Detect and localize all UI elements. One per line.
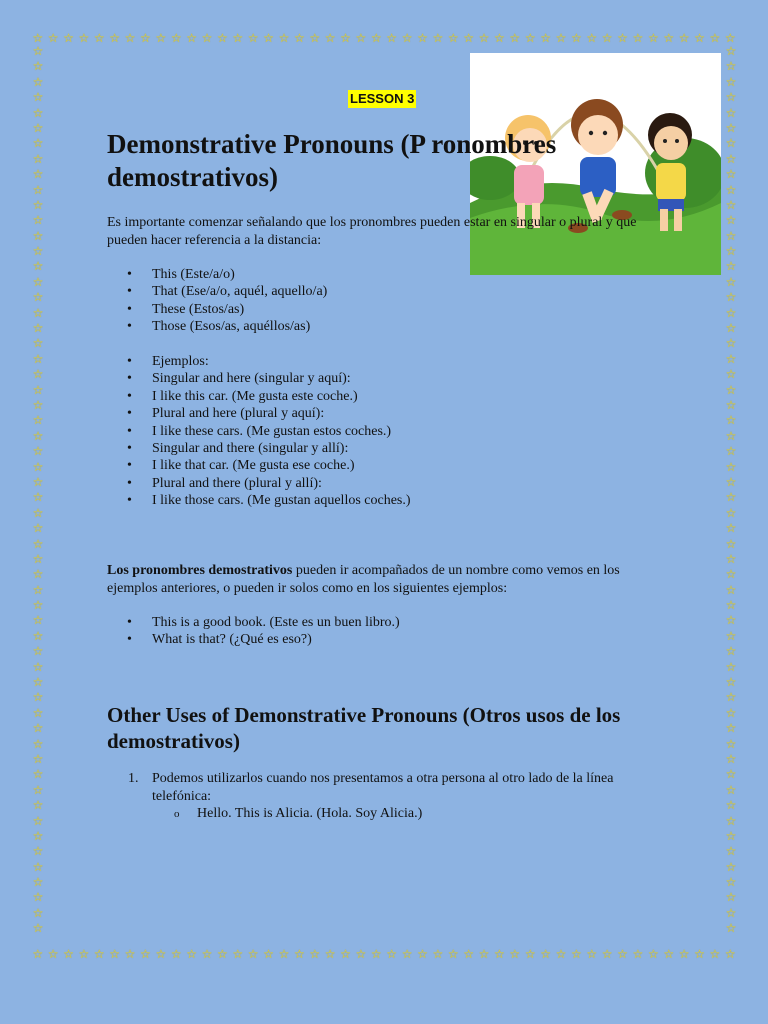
list-item: • I like this car. (Me gusta este coche.)	[107, 388, 667, 405]
star-icon: ☆	[725, 351, 737, 366]
star-icon: ☆	[555, 948, 567, 961]
star-icon: ☆	[186, 32, 197, 45]
sub-list	[152, 805, 667, 823]
star-icon: ☆	[32, 397, 44, 412]
star-icon: ☆	[324, 948, 336, 961]
star-icon: ☆	[570, 32, 582, 45]
star-icon: ☆	[32, 844, 44, 859]
list-item: • Plural and there (plural y allí):	[107, 475, 667, 492]
star-icon: ☆	[186, 948, 197, 961]
star-icon: ☆	[725, 490, 737, 505]
star-icon: ☆	[725, 921, 737, 936]
star-icon: ☆	[278, 948, 290, 961]
star-icon: ☆	[725, 905, 737, 920]
star-icon: ☆	[647, 32, 659, 45]
star-icon: ☆	[725, 336, 737, 351]
star-icon: ☆	[355, 948, 367, 961]
star-icon: ☆	[93, 32, 105, 45]
star-icon: ☆	[32, 813, 44, 828]
star-icon: ☆	[725, 59, 737, 74]
star-icon: ☆	[32, 659, 44, 674]
star-icon: ☆	[632, 948, 644, 961]
star-icon: ☆	[201, 32, 213, 45]
star-icon: ☆	[32, 413, 44, 428]
star-icon: ☆	[725, 782, 737, 797]
star-icon: ☆	[725, 290, 737, 305]
star-icon: ☆	[725, 105, 737, 120]
star-icon: ☆	[32, 736, 44, 751]
star-icon: ☆	[725, 321, 737, 336]
star-icon: ☆	[32, 228, 44, 243]
list-item: • Singular and there (singular y allí):	[107, 440, 667, 457]
star-icon: ☆	[725, 182, 737, 197]
star-icon: ☆	[32, 567, 44, 582]
standalone-text: pueden ir acompañados de un nombre como vemos en los ejemplos anteriores, o pueden ir solos como en los siguientes ejemplos:	[107, 563, 620, 596]
star-icon: ☆	[32, 444, 44, 459]
star-icon: ☆	[463, 32, 475, 45]
star-icon: ☆	[32, 74, 44, 89]
star-icon: ☆	[724, 32, 736, 45]
star-icon: ☆	[278, 32, 290, 45]
star-icon: ☆	[32, 59, 44, 74]
star-icon: ☆	[494, 948, 505, 961]
star-icon: ☆	[725, 690, 737, 705]
star-icon: ☆	[725, 382, 737, 397]
star-border-left	[31, 45, 45, 947]
star-icon: ☆	[32, 428, 44, 443]
list-item	[107, 770, 667, 823]
star-icon: ☆	[494, 32, 505, 45]
star-icon: ☆	[32, 336, 44, 351]
examples-list	[107, 353, 667, 510]
star-icon: ☆	[293, 948, 305, 961]
star-icon: ☆	[78, 948, 90, 961]
star-icon: ☆	[370, 948, 382, 961]
star-icon: ☆	[725, 259, 737, 274]
star-icon: ☆	[293, 32, 305, 45]
star-icon: ☆	[725, 798, 737, 813]
star-icon: ☆	[417, 32, 428, 45]
star-icon: ☆	[32, 598, 44, 613]
star-icon: ☆	[725, 598, 737, 613]
star-icon: ☆	[478, 32, 490, 45]
star-icon: ☆	[155, 948, 167, 961]
star-icon: ☆	[32, 382, 44, 397]
star-icon: ☆	[109, 948, 121, 961]
star-icon: ☆	[417, 948, 428, 961]
star-icon: ☆	[47, 32, 59, 45]
star-icon: ☆	[725, 197, 737, 212]
star-icon: ☆	[617, 32, 628, 45]
standalone-examples-list	[107, 614, 667, 649]
sub-list-item: o Hello. This is Alicia. (Hola. Soy Alicia.)	[152, 805, 667, 823]
star-icon: ☆	[509, 948, 521, 961]
star-icon: ☆	[232, 32, 244, 45]
star-icon: ☆	[540, 948, 551, 961]
star-icon: ☆	[124, 32, 136, 45]
star-icon: ☆	[725, 244, 737, 259]
star-icon: ☆	[586, 32, 598, 45]
star-icon: ☆	[170, 948, 182, 961]
star-icon: ☆	[725, 305, 737, 320]
star-icon: ☆	[725, 659, 737, 674]
star-icon: ☆	[725, 721, 737, 736]
star-icon: ☆	[32, 798, 44, 813]
other-uses-list	[107, 770, 667, 823]
star-icon: ☆	[32, 582, 44, 597]
star-icon: ☆	[647, 948, 659, 961]
list-item: • This is a good book. (Este es un buen libro.)	[107, 614, 667, 631]
star-icon: ☆	[725, 459, 737, 474]
list-item: • What is that? (¿Qué es eso?)	[107, 631, 667, 648]
star-icon: ☆	[725, 613, 737, 628]
star-icon: ☆	[32, 351, 44, 366]
star-icon: ☆	[32, 859, 44, 874]
intro-paragraph: Es importante comenzar señalando que los pronombres pueden estar en singular o plural y que pueden hacer referencia a la distancia:	[107, 215, 637, 248]
star-icon: ☆	[725, 120, 737, 135]
star-icon: ☆	[386, 32, 398, 45]
star-icon: ☆	[32, 45, 44, 58]
star-icon: ☆	[32, 321, 44, 336]
star-icon: ☆	[32, 905, 44, 920]
star-icon: ☆	[32, 259, 44, 274]
star-icon: ☆	[432, 948, 444, 961]
star-icon: ☆	[140, 32, 151, 45]
star-icon: ☆	[709, 948, 721, 961]
star-icon: ☆	[725, 505, 737, 520]
star-icon: ☆	[724, 948, 736, 961]
star-icon: ☆	[63, 948, 74, 961]
star-icon: ☆	[725, 751, 737, 766]
star-icon: ☆	[478, 948, 490, 961]
star-icon: ☆	[725, 90, 737, 105]
star-icon: ☆	[725, 675, 737, 690]
star-icon: ☆	[540, 32, 551, 45]
star-icon: ☆	[32, 197, 44, 212]
star-icon: ☆	[355, 32, 367, 45]
star-icon: ☆	[509, 32, 521, 45]
star-icon: ☆	[678, 948, 690, 961]
star-icon: ☆	[663, 32, 675, 45]
star-icon: ☆	[263, 32, 274, 45]
star-icon: ☆	[32, 828, 44, 843]
star-icon: ☆	[601, 948, 613, 961]
list-item: • I like these cars. (Me gustan estos coches.)	[107, 423, 667, 440]
star-icon: ☆	[725, 536, 737, 551]
star-icon: ☆	[725, 705, 737, 720]
star-icon: ☆	[32, 948, 44, 961]
star-icon: ☆	[232, 948, 244, 961]
star-icon: ☆	[340, 32, 351, 45]
star-icon: ☆	[570, 948, 582, 961]
star-icon: ☆	[524, 948, 536, 961]
star-border-top	[30, 32, 738, 46]
star-icon: ☆	[324, 32, 336, 45]
star-icon: ☆	[32, 167, 44, 182]
star-icon: ☆	[309, 948, 321, 961]
pronoun-list	[107, 266, 667, 336]
star-icon: ☆	[725, 213, 737, 228]
star-icon: ☆	[725, 413, 737, 428]
list-item: • I like those cars. (Me gustan aquellos coches.)	[107, 492, 667, 509]
star-icon: ☆	[725, 551, 737, 566]
star-icon: ☆	[32, 244, 44, 259]
star-icon: ☆	[555, 32, 567, 45]
star-icon: ☆	[725, 428, 737, 443]
star-icon: ☆	[401, 948, 413, 961]
star-icon: ☆	[725, 644, 737, 659]
star-icon: ☆	[32, 459, 44, 474]
star-icon: ☆	[524, 32, 536, 45]
star-icon: ☆	[78, 32, 90, 45]
star-icon: ☆	[432, 32, 444, 45]
star-icon: ☆	[32, 721, 44, 736]
star-icon: ☆	[32, 921, 44, 936]
star-icon: ☆	[201, 948, 213, 961]
star-icon: ☆	[725, 167, 737, 182]
star-icon: ☆	[263, 948, 274, 961]
star-icon: ☆	[217, 948, 228, 961]
star-icon: ☆	[725, 567, 737, 582]
star-icon: ☆	[663, 948, 675, 961]
star-icon: ☆	[694, 948, 705, 961]
star-icon: ☆	[725, 521, 737, 536]
star-icon: ☆	[32, 305, 44, 320]
star-icon: ☆	[725, 367, 737, 382]
star-icon: ☆	[32, 675, 44, 690]
star-border-right	[724, 45, 738, 947]
star-icon: ☆	[725, 844, 737, 859]
list-item: • Ejemplos:	[107, 353, 667, 370]
star-icon: ☆	[32, 90, 44, 105]
star-icon: ☆	[32, 213, 44, 228]
star-icon: ☆	[47, 948, 59, 961]
star-icon: ☆	[32, 890, 44, 905]
star-icon: ☆	[386, 948, 398, 961]
star-icon: ☆	[32, 690, 44, 705]
star-icon: ☆	[632, 32, 644, 45]
star-icon: ☆	[725, 151, 737, 166]
star-icon: ☆	[725, 582, 737, 597]
star-icon: ☆	[32, 151, 44, 166]
page-title: Demonstrative Pronouns (P ronombres demostrativos)	[107, 129, 557, 192]
star-icon: ☆	[309, 32, 321, 45]
star-icon: ☆	[694, 32, 705, 45]
star-icon: ☆	[32, 490, 44, 505]
star-icon: ☆	[93, 948, 105, 961]
star-icon: ☆	[32, 875, 44, 890]
star-icon: ☆	[725, 859, 737, 874]
star-icon: ☆	[217, 32, 228, 45]
star-icon: ☆	[601, 32, 613, 45]
list-number: 1.	[128, 771, 139, 786]
star-icon: ☆	[32, 136, 44, 151]
star-icon: ☆	[32, 505, 44, 520]
star-icon: ☆	[170, 32, 182, 45]
star-icon: ☆	[725, 828, 737, 843]
star-icon: ☆	[32, 536, 44, 551]
list-item: • That (Ese/a/o, aquél, aquello/a)	[107, 283, 667, 300]
star-icon: ☆	[32, 767, 44, 782]
star-icon: ☆	[32, 474, 44, 489]
star-border-bottom	[30, 948, 738, 962]
star-icon: ☆	[725, 45, 737, 58]
star-icon: ☆	[109, 32, 121, 45]
star-icon: ☆	[447, 948, 459, 961]
star-icon: ☆	[340, 948, 351, 961]
star-icon: ☆	[32, 613, 44, 628]
star-icon: ☆	[32, 644, 44, 659]
star-icon: ☆	[32, 782, 44, 797]
list-item: • Those (Esos/as, aquéllos/as)	[107, 318, 667, 335]
star-icon: ☆	[32, 628, 44, 643]
star-icon: ☆	[725, 474, 737, 489]
star-icon: ☆	[32, 751, 44, 766]
star-icon: ☆	[725, 444, 737, 459]
bold-lead: Los pronombres demostrativos	[107, 563, 293, 578]
star-icon: ☆	[725, 274, 737, 289]
star-icon: ☆	[155, 32, 167, 45]
star-icon: ☆	[32, 521, 44, 536]
star-icon: ☆	[586, 948, 598, 961]
star-icon: ☆	[447, 32, 459, 45]
star-icon: ☆	[32, 551, 44, 566]
star-icon: ☆	[32, 705, 44, 720]
star-icon: ☆	[725, 875, 737, 890]
star-icon: ☆	[401, 32, 413, 45]
star-icon: ☆	[725, 628, 737, 643]
other-uses-heading: Other Uses of Demonstrative Pronouns (Otros usos de los demostrativos)	[107, 703, 621, 753]
list-item: • These (Estos/as)	[107, 301, 667, 318]
lesson-label: LESSON 3	[350, 91, 415, 106]
star-icon: ☆	[725, 736, 737, 751]
star-icon: ☆	[463, 948, 475, 961]
star-icon: ☆	[32, 274, 44, 289]
star-icon: ☆	[725, 397, 737, 412]
star-icon: ☆	[725, 74, 737, 89]
list-item: • Plural and here (plural y aquí):	[107, 405, 667, 422]
list-item-text: Podemos utilizarlos cuando nos presentamos a otra persona al otro lado de la línea telefónica:	[152, 771, 614, 804]
star-icon: ☆	[725, 228, 737, 243]
star-icon: ☆	[725, 890, 737, 905]
star-icon: ☆	[617, 948, 628, 961]
star-icon: ☆	[63, 32, 74, 45]
star-icon: ☆	[725, 767, 737, 782]
list-item: • This (Este/a/o)	[107, 266, 667, 283]
list-item: • Singular and here (singular y aquí):	[107, 370, 667, 387]
star-icon: ☆	[32, 367, 44, 382]
star-icon: ☆	[247, 32, 259, 45]
star-icon: ☆	[247, 948, 259, 961]
star-icon: ☆	[140, 948, 151, 961]
standalone-paragraph	[107, 562, 672, 597]
star-icon: ☆	[709, 32, 721, 45]
star-icon: ☆	[725, 813, 737, 828]
star-icon: ☆	[32, 120, 44, 135]
star-icon: ☆	[32, 105, 44, 120]
star-icon: ☆	[32, 32, 44, 45]
star-icon: ☆	[370, 32, 382, 45]
list-item: • I like that car. (Me gusta ese coche.)	[107, 457, 667, 474]
star-icon: ☆	[678, 32, 690, 45]
star-icon: ☆	[725, 136, 737, 151]
star-icon: ☆	[32, 182, 44, 197]
star-icon: ☆	[124, 948, 136, 961]
star-icon: ☆	[32, 290, 44, 305]
